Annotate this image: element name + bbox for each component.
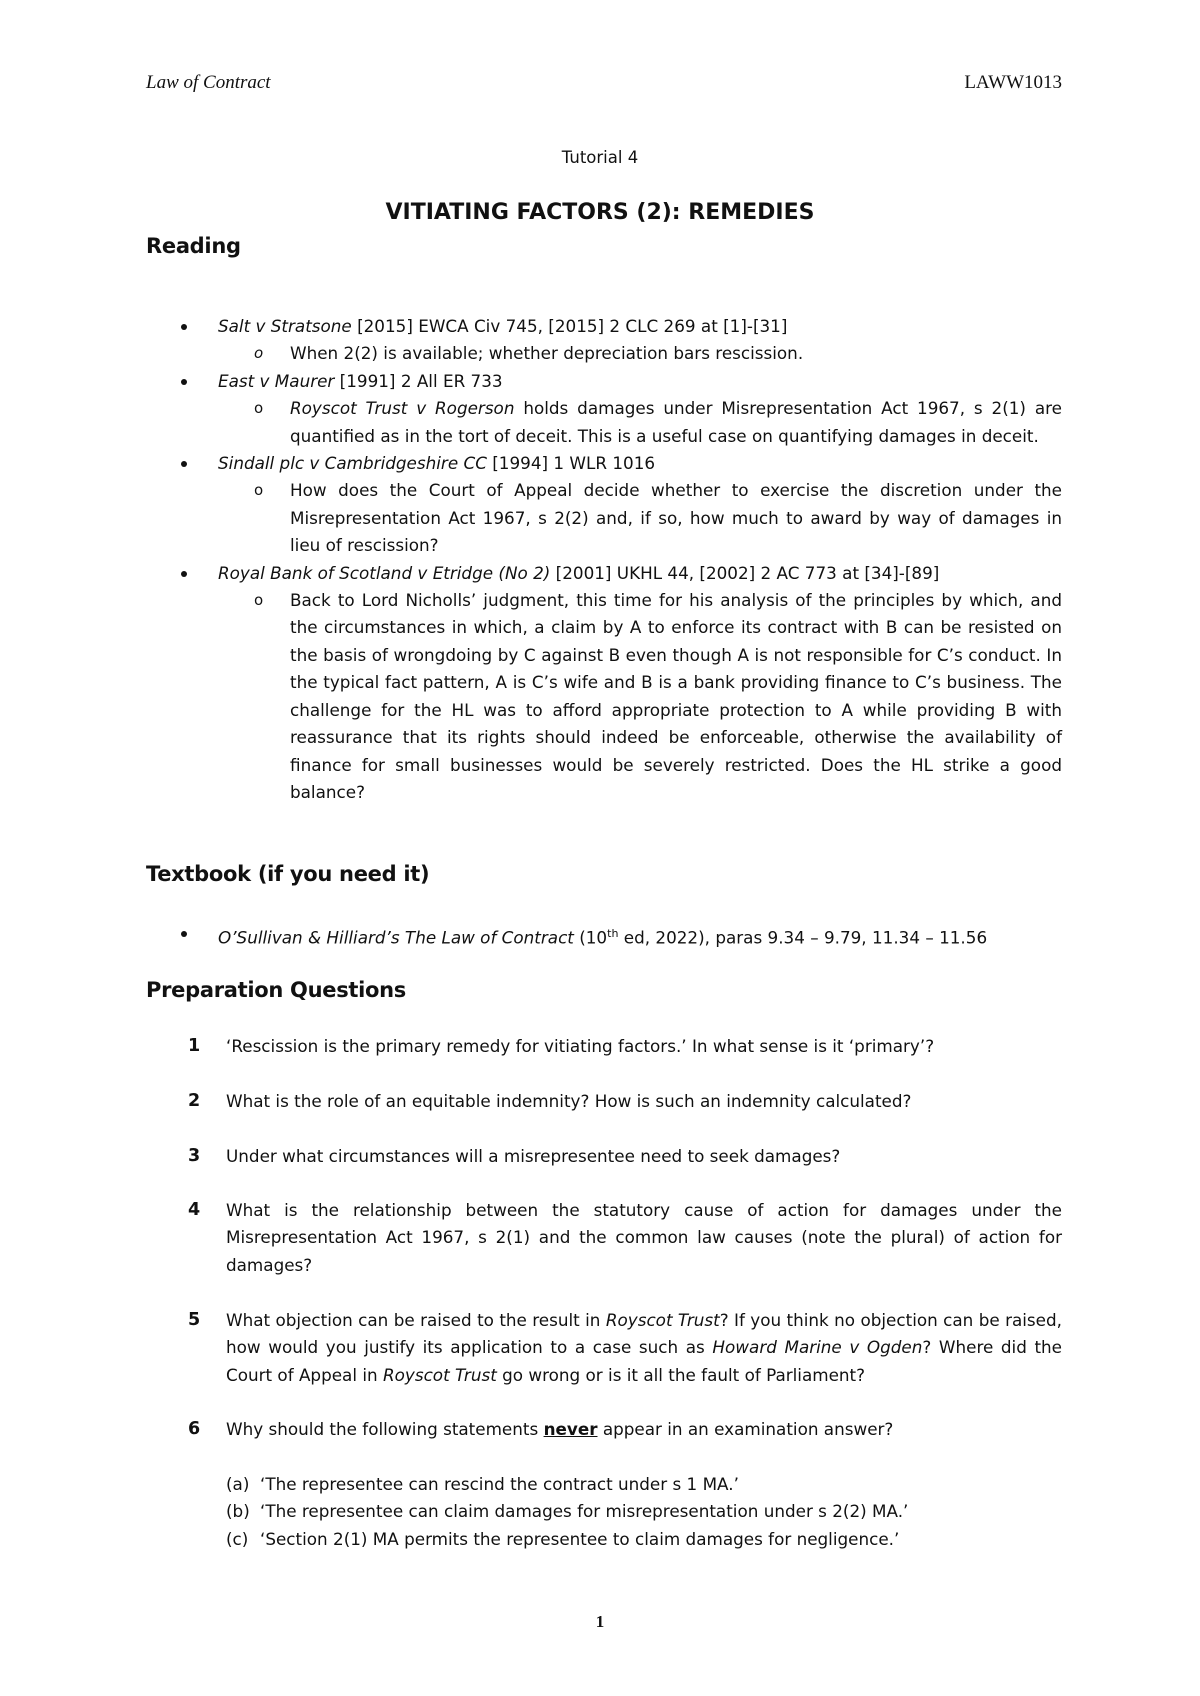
case-citation: [2015] EWCA Civ 745, [2015] 2 CLC 269 at [1]-[31] [351,316,788,336]
emphasis-never: never [543,1419,598,1439]
header-course-code: LAWW1013 [964,72,1062,93]
question-6-subitems [226,1471,1062,1553]
question-5 [146,1307,1062,1389]
reading-item [146,313,1062,368]
question-number: 1 [188,1036,201,1056]
page-number: 1 [595,1612,605,1631]
subquestion: (b) ‘The representee can claim damages for misrepresentation under s 2(2) MA.’ [226,1501,909,1522]
subquestion: (c) ‘Section 2(1) MA permits the representee to claim damages for negligence.’ [226,1528,900,1549]
reading-subitem: o When 2(2) is available; whether depreciation bars rescission. [218,340,1062,367]
question-number: 5 [188,1310,201,1330]
sub-bullet-icon: o [254,481,264,500]
question-text: Why should the following statements never appear in an examination answer? [226,1419,894,1439]
case-citation: [2001] UKHL 44, [2002] 2 AC 773 at [34]-[89] [550,562,940,583]
textbook-item: O’Sullivan & Hilliard’s The Law of Contract (10th ed, 2022), paras 9.34 – 9.79, 11.34 – 11.56 [146,920,1062,952]
question-number: 6 [188,1419,201,1439]
reading-item [146,560,1062,807]
tutorial-label: Tutorial 4 [561,148,639,167]
question-number: 4 [188,1200,201,1220]
sub-bullet-icon: o [254,591,264,610]
case-citation: [1991] 2 All ER 733 [334,370,503,391]
reading-subitem: o Back to Lord Nicholls’ judgment, this time for his analysis of the principles by which, and the circumstances in which, a claim by A to enforce its contract with B can be resisted on the basis of wrongdoing by C against B even though A is not responsible for C’s conduct. In the typical fact pattern, A is C’s wife and B is a bank providing finance to C’s business. The challenge for the HL was to afford appropriate protection to A while providing B with reassurance that its rights should indeed be enforceable, otherwise the availability of finance for small businesses would be severely restricted. Does the HL strike a good balance? [218,587,1062,806]
reading-item [146,368,1062,450]
question-number: 2 [188,1091,201,1111]
textbook-heading: Textbook (if you need it) [146,862,430,886]
subquestion: (a) ‘The representee can rescind the contract under s 1 MA.’ [226,1474,739,1494]
question-text: What objection can be raised to the result in Royscot Trust? If you think no objection can be raised, how would you justify its application to a case such as Howard Marine v Ogden? Where did the Court of Appeal in Royscot Trust go wrong or is it all the fault of Parliament? [226,1310,1063,1385]
question-2 [146,1088,1062,1115]
bullet-icon [181,571,187,577]
reading-list [146,313,1062,806]
textbook-list [146,920,1062,952]
question-number: 3 [188,1146,201,1166]
bullet-icon [181,324,187,330]
preparation-heading: Preparation Questions [146,978,407,1002]
case-name: Royal Bank of Scotland v Etridge (No 2) [218,562,551,583]
question-6 [146,1416,1062,1443]
question-text: What is the role of an equitable indemnity? How is such an indemnity calculated? [226,1091,912,1111]
question-1 [146,1033,1062,1060]
reading-heading: Reading [146,234,241,258]
reading-subitem: o How does the Court of Appeal decide whether to exercise the discretion under the Misrepresentation Act 1967, s 2(2) and, if so, how much to award by way of damages in lieu of rescission? [218,477,1062,559]
case-name: Salt v Stratsone [218,316,352,336]
sub-bullet-icon: o [254,399,264,418]
reading-item [146,450,1062,560]
question-text: What is the relationship between the statutory cause of action for damages under the Misrepresentation Act 1967, s 2(1) and the common law causes (note the plural) of action for damages? [226,1200,1062,1275]
case-citation: [1994] 1 WLR 1016 [486,453,656,474]
case-name: East v Maurer [218,370,335,391]
bullet-icon [181,461,187,467]
question-text: ‘Rescission is the primary remedy for vitiating factors.’ In what sense is it ‘primary’? [226,1036,935,1056]
bullet-icon [181,931,187,937]
question-3 [146,1143,1062,1170]
reading-subitem: o Royscot Trust v Rogerson holds damages under Misrepresentation Act 1967, s 2(1) are quantified as in the tort of deceit. This is a useful case on quantifying damages in deceit. [218,395,1062,450]
case-name: Sindall plc v Cambridgeshire CC [218,453,487,474]
bullet-icon [181,379,187,385]
question-4 [146,1197,1062,1279]
sub-bullet-icon: o [254,344,264,363]
question-text: Under what circumstances will a misrepresentee need to seek damages? [226,1146,841,1166]
header-course-name: Law of Contract [146,72,271,93]
page-title: VITIATING FACTORS (2): REMEDIES [385,200,815,225]
